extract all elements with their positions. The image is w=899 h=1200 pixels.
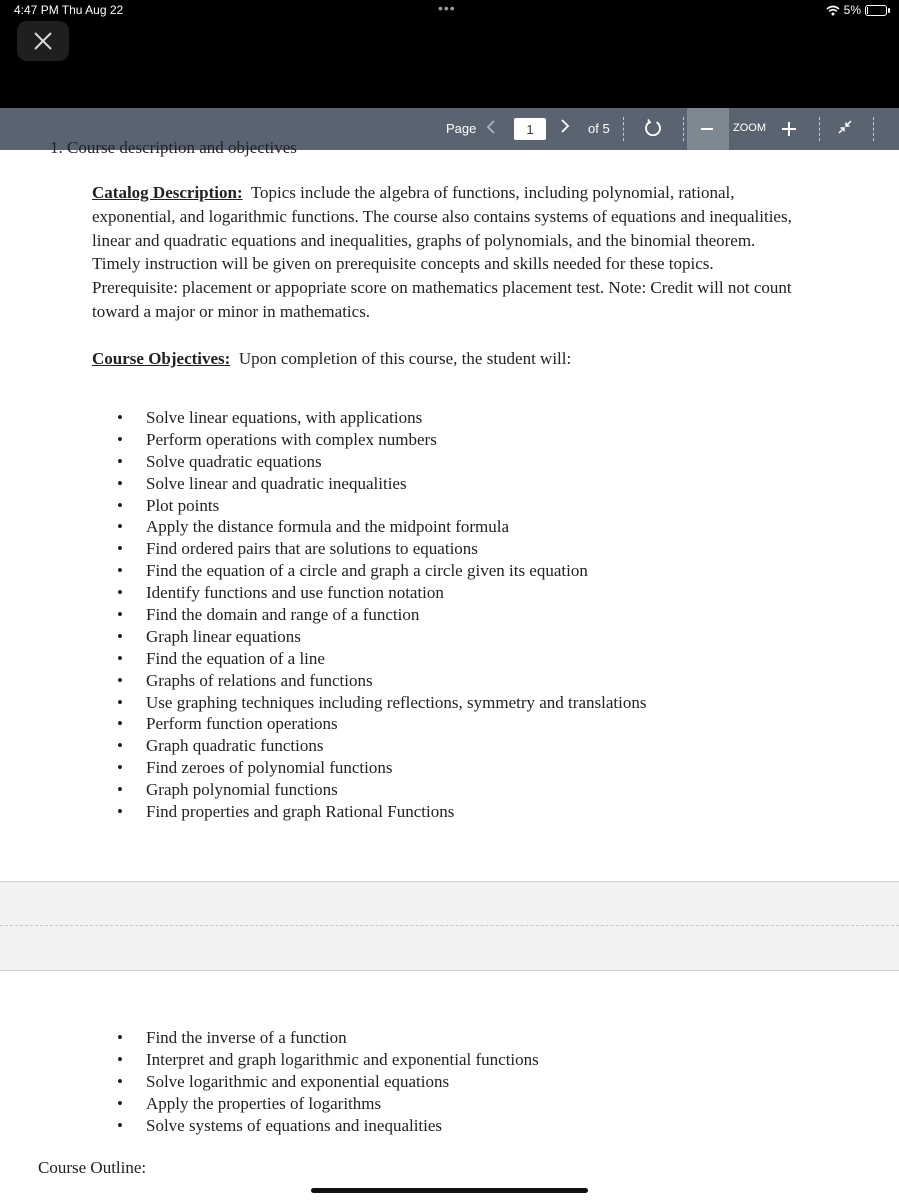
toolbar-divider <box>623 117 624 141</box>
status-right <box>826 3 887 17</box>
clipped-heading: 1. Course description and objectives <box>50 138 297 157</box>
catalog-line: Timely instruction will be given on prerequisite concepts and skills needed for these topics. <box>92 254 714 274</box>
page-count: of 5 <box>588 121 610 136</box>
previous-page-button[interactable] <box>486 119 496 140</box>
catalog-description <box>92 181 852 324</box>
status-time: 4:47 PM Thu Aug 22 <box>14 3 124 17</box>
list-item: • Graph quadratic functions <box>0 735 646 757</box>
rotate-button[interactable] <box>643 117 663 142</box>
list-item: • Solve linear equations, with applications <box>0 407 646 429</box>
catalog-line: Prerequisite: placement or appopriate score on mathematics placement test. Note: Credit will not count <box>92 278 792 298</box>
course-objectives-intro <box>92 347 571 371</box>
list-item: • Find the inverse of a function <box>0 1027 539 1049</box>
toolbar-divider <box>683 117 684 141</box>
battery-icon <box>865 5 887 16</box>
objectives-intro: Upon completion of this course, the student will: <box>238 349 572 368</box>
page-gap <box>0 882 899 971</box>
toolbar-divider <box>873 117 874 141</box>
chevron-right-icon <box>560 118 570 134</box>
home-indicator[interactable] <box>311 1188 588 1193</box>
list-item: • Solve systems of equations and inequalities <box>0 1115 539 1137</box>
plus-icon <box>781 116 797 140</box>
list-item: • Find properties and graph Rational Functions <box>0 801 646 823</box>
list-item: • Find the equation of a circle and graph a circle given its equation <box>0 560 646 582</box>
objectives-list <box>0 407 646 823</box>
list-item: • Graph polynomial functions <box>0 779 646 801</box>
rotate-icon <box>643 117 663 139</box>
list-item: • Find the equation of a line <box>0 648 646 670</box>
close-button[interactable] <box>17 21 69 61</box>
objectives-list-continued <box>0 1027 539 1136</box>
list-item: • Perform function operations <box>0 713 646 735</box>
collapse-icon <box>837 119 853 135</box>
list-item: • Solve quadratic equations <box>0 451 646 473</box>
wifi-icon <box>826 5 840 16</box>
battery-percent: 5% <box>843 3 861 17</box>
exit-fullscreen-button[interactable] <box>837 119 853 138</box>
catalog-heading: Catalog Description: <box>92 183 243 202</box>
multitasking-dots[interactable]: ••• <box>438 0 456 16</box>
list-item: • Graph linear equations <box>0 626 646 648</box>
page-break-line <box>0 925 899 926</box>
page-number-input[interactable] <box>514 118 546 140</box>
list-item: • Use graphing techniques including reflections, symmetry and translations <box>0 692 646 714</box>
course-outline-heading: Course Outline: <box>38 1158 147 1177</box>
page-label: Page <box>446 121 477 136</box>
catalog-line: exponential, and logarithmic functions. The course also contains systems of equations and inequalities, <box>92 206 792 226</box>
catalog-line: linear and quadratic equations and inequalities, graphs of polynomials, and the binomial theorem. <box>92 230 756 250</box>
close-icon <box>33 31 53 51</box>
zoom-in-button[interactable] <box>781 116 797 146</box>
list-item: • Identify functions and use function notation <box>0 582 646 604</box>
list-item: • Apply the properties of logarithms <box>0 1093 539 1115</box>
list-item: • Perform operations with complex numbers <box>0 429 646 451</box>
pdf-page-2 <box>0 971 899 1200</box>
next-page-button[interactable] <box>560 118 570 139</box>
list-item: • Graphs of relations and functions <box>0 670 646 692</box>
list-item: • Solve logarithmic and exponential equations <box>0 1071 539 1093</box>
list-item: • Find the domain and range of a function <box>0 604 646 626</box>
chevron-left-icon <box>486 119 496 135</box>
list-item: • Apply the distance formula and the midpoint formula <box>0 516 646 538</box>
toolbar-divider <box>819 117 820 141</box>
zoom-out-icon <box>700 116 714 146</box>
list-item: • Interpret and graph logarithmic and exponential functions <box>0 1049 539 1071</box>
app-header <box>0 0 899 108</box>
zoom-label: ZOOM <box>733 122 766 134</box>
list-item: • Find ordered pairs that are solutions to equations <box>0 538 646 560</box>
pdf-page-1 <box>0 138 899 882</box>
list-item: • Plot points <box>0 495 646 517</box>
list-item: • Find zeroes of polynomial functions <box>0 757 646 779</box>
catalog-line: toward a major or minor in mathematics. <box>92 301 371 321</box>
catalog-line: Catalog Description: Topics include the algebra of functions, including polynomial, rational, <box>92 183 735 202</box>
list-item: • Solve linear and quadratic inequalities <box>0 473 646 495</box>
objectives-heading: Course Objectives: <box>92 349 231 368</box>
